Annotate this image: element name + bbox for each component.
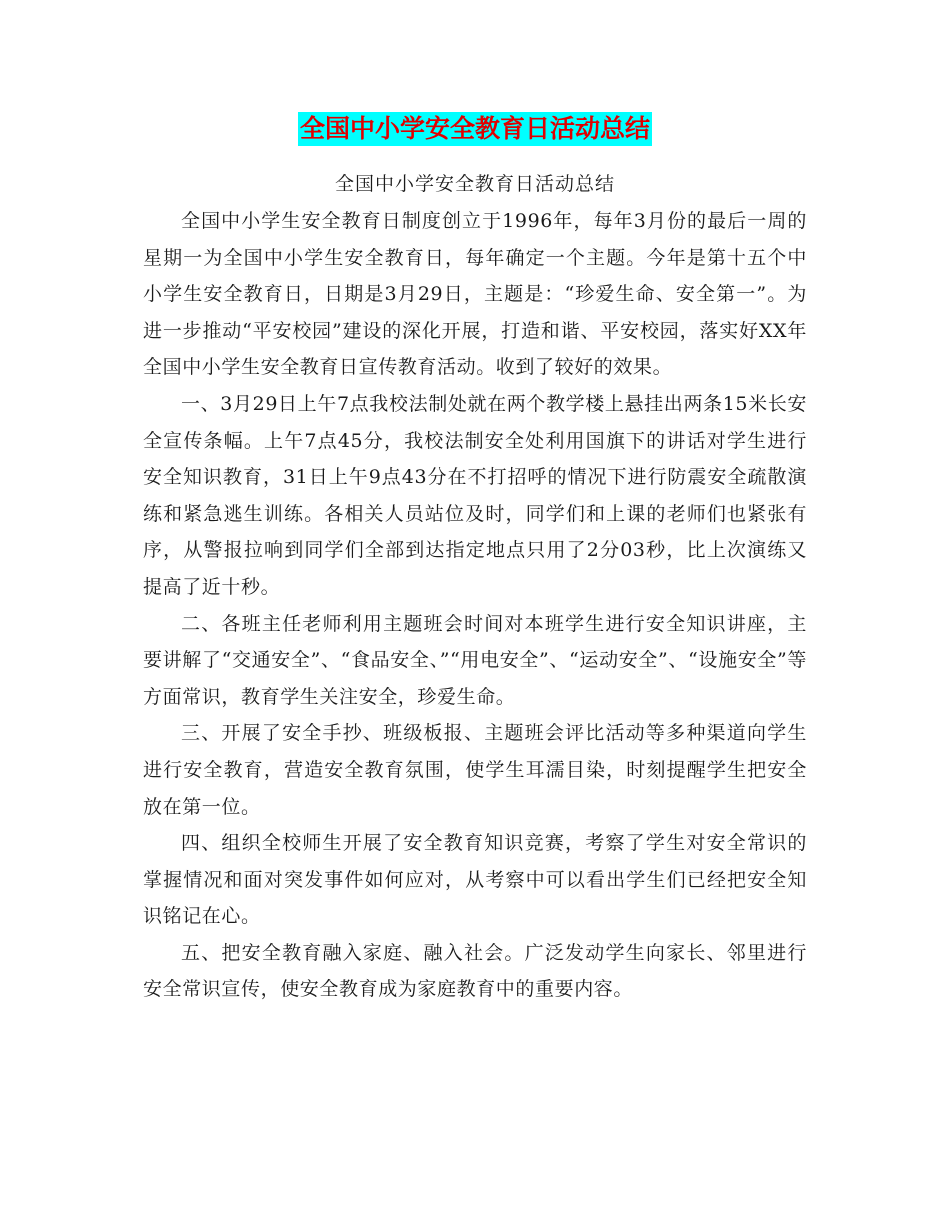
paragraph-item-1: 一、3月29日上午7点我校法制处就在两个教学楼上悬挂出两条15米长安全宣传条幅。上午7点45分，我校法制安全处利用国旗下的讲话对学生进行安全知识教育，31日上午9点43分在不打招呼的情况下进行防震安全疏散演练和紧急逃生训练。各相关人员站位及时，同学们和上课的老师们也紧张有序，从警报拉响到同学们全部到达指定地点只用了2分03秒，比上次演练又提高了近十秒。: [143, 392, 807, 598]
paragraph-item-5: 五、把安全教育融入家庭、融入社会。广泛发动学生向家长、邻里进行安全常识宣传，使安全教育成为家庭教育中的重要内容。: [143, 941, 807, 1001]
document-body: [143, 203, 807, 1008]
document-subtitle: 全国中小学安全教育日活动总结: [334, 173, 615, 195]
paragraph-intro: 全国中小学生安全教育日制度创立于1996年，每年3月份的最后一周的星期一为全国中小学生安全教育日，每年确定一个主题。今年是第十五个中小学生安全教育日，日期是3月29日，主题是：“珍爱生命、安全第一”。为进一步推动“平安校园”建设的深化开展，打造和谐、平安校园，落实好XX年全国中小学生安全教育日宣传教育活动。收到了较好的效果。: [143, 210, 807, 379]
paragraph-item-3: 三、开展了安全手抄、班级板报、主题班会评比活动等多种渠道向学生进行安全教育，营造安全教育氛围，使学生耳濡目染，时刻提醒学生把安全放在第一位。: [143, 722, 807, 818]
document-title: 全国中小学安全教育日活动总结: [298, 112, 652, 146]
title-row: [0, 112, 950, 146]
paragraph-item-4: 四、组织全校师生开展了安全教育知识竞赛，考察了学生对安全常识的掌握情况和面对突发事件如何应对，从考察中可以看出学生们已经把安全知识铭记在心。: [143, 832, 807, 928]
paragraph-item-2: 二、各班主任老师利用主题班会时间对本班学生进行安全知识讲座，主要讲解了“交通安全”、“食品安全、”“用电安全”、“运动安全”、“设施安全”等方面常识，教育学生关注安全，珍爱生命。: [143, 612, 807, 708]
